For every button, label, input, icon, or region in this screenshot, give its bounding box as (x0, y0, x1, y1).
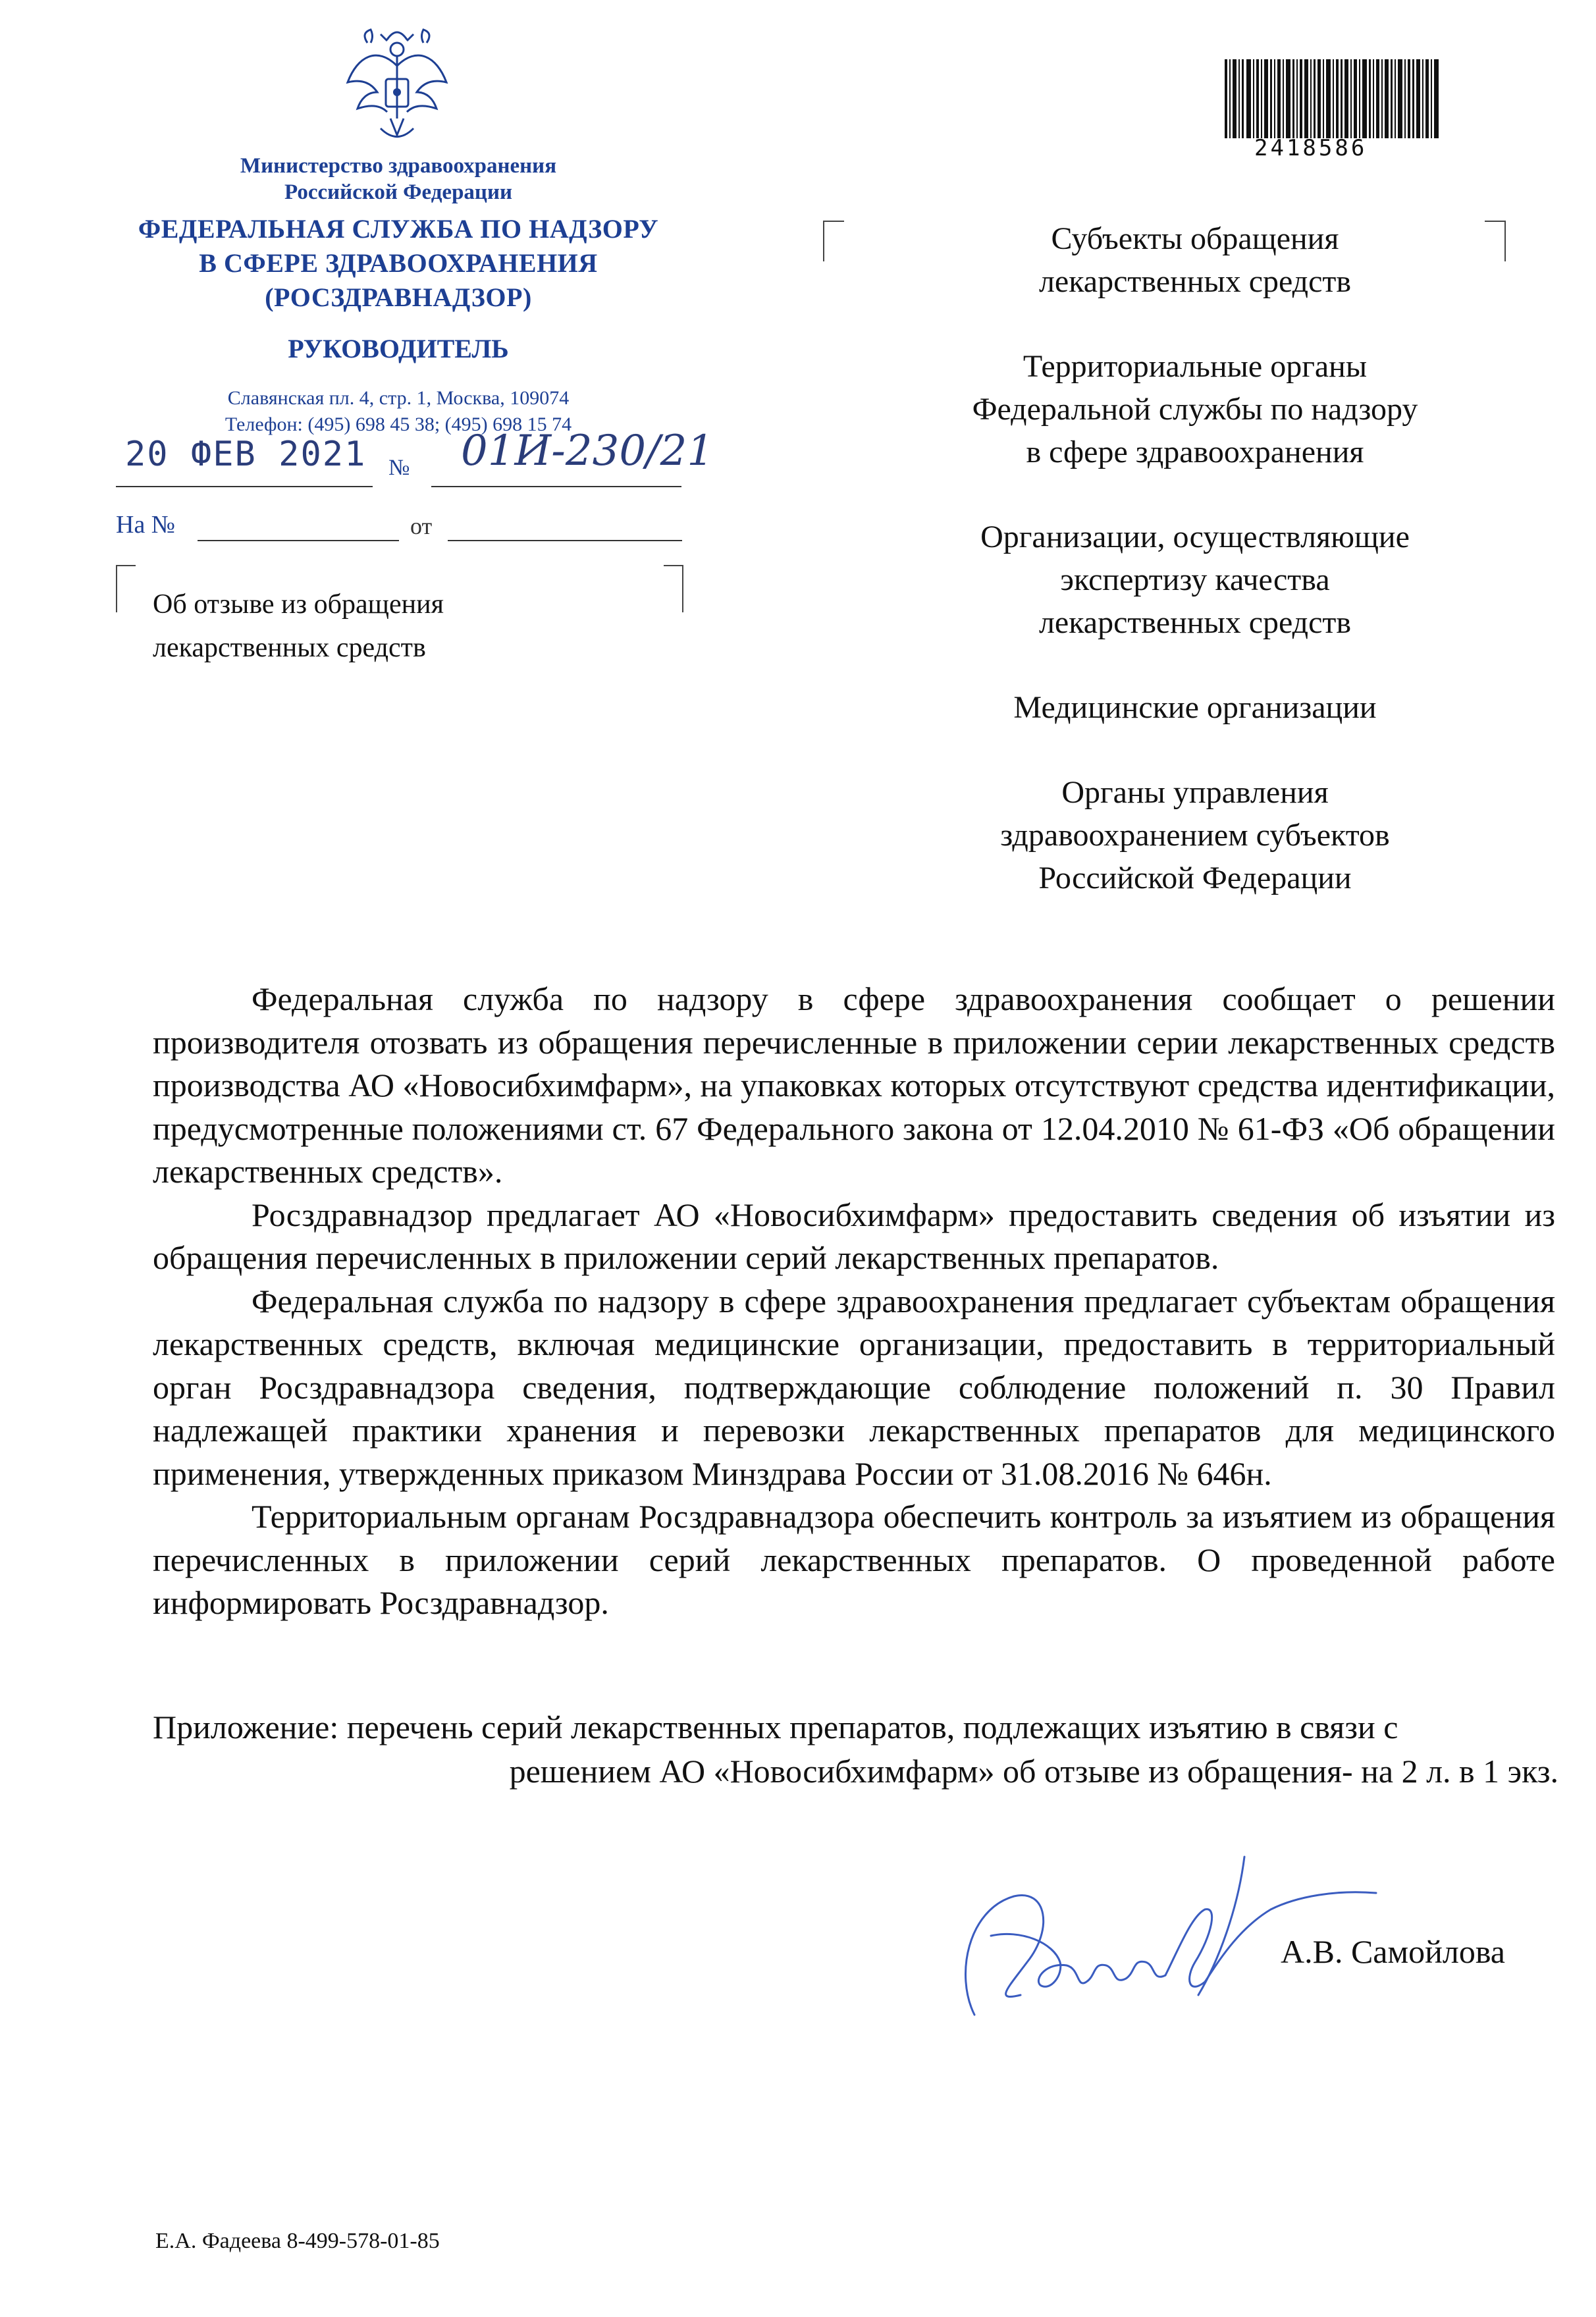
date-stamp: 20 ФЕВ 2021 (125, 435, 367, 474)
service-line-3: (РОСЗДРАВНАДЗОР) (265, 282, 532, 312)
body-paragraph: Территориальным органам Росздравнадзора обеспечить контроль за изъятием из обращения перечисленных в приложении серий лекарственных препаратов. О проведенной работе информировать Росздравнадзор. (153, 1498, 1555, 1621)
phone: Телефон: (495) 698 45 38; (495) 698 15 74 (225, 413, 572, 435)
attachment-line-2: решением АО «Новосибхимфарм» об отзыве из обращения- на 2 л. в 1 экз. (509, 1753, 1558, 1790)
reference-from-underline (448, 540, 682, 541)
recipient-block (902, 516, 1488, 644)
recipient-line: Российской Федерации (1038, 861, 1352, 895)
attachment-line-1: Приложение: перечень серий лекарственных препаратов, подлежащих изъятию в связи с (153, 1709, 1398, 1745)
body-paragraph: Федеральная служба по надзору в сфере здравоохранения сообщает о решении производителя отозвать из обращения перечисленные в приложении серии лекарственных средств производства АО «Новосибхимфарм», на упаковках которых отсутствуют средства идентификации, предусмотренные положениями ст. 67 Федерального закона от 12.04.2010 № 61-ФЗ «Об обращении лекарственных средств». (153, 980, 1555, 1190)
coat-of-arms-icon (341, 20, 453, 151)
recipient-line: Территориальные органы (1023, 349, 1368, 384)
recipient-line: лекарственных средств (1038, 264, 1352, 299)
recipient-line: в сфере здравоохранения (1026, 435, 1364, 469)
recipient-line: Субъекты обращения (1051, 221, 1339, 256)
reference-underline (198, 540, 399, 541)
barcode (1225, 59, 1442, 138)
registration-number: 01И-230/21 (461, 427, 714, 475)
reference-from: от (410, 513, 433, 539)
recipient-line: Медицинские организации (1013, 690, 1377, 725)
recipient-line: лекарственных средств (1038, 605, 1352, 640)
recipient-line: Организации, осуществляющие (980, 519, 1410, 554)
subject-bracket-right (664, 565, 683, 612)
recipients-bracket-left (823, 221, 844, 261)
reference-label: На № (116, 511, 176, 539)
attachment-note (153, 1705, 1558, 1794)
position-title: РУКОВОДИТЕЛЬ (288, 334, 509, 363)
date-underline (116, 486, 373, 487)
body-paragraph: Федеральная служба по надзору в сфере здравоохранения предлагает субъектам обращения лекарственных средств, включая медицинские организации, предоставить в территориальный орган Росздравнадзора сведения, подтверждающие соблюдение положений п. 30 Правил надлежащей практики хранения и перевозки лекарственных препаратов для медицинского применения, утвержденных приказом Минздрава России от 31.08.2016 № 646н. (153, 1282, 1555, 1492)
number-sign: № (388, 456, 410, 480)
ministry-name (105, 153, 691, 205)
service-line-2: В СФЕРЕ ЗДРАВООХРАНЕНИЯ (199, 248, 598, 278)
recipient-block (902, 345, 1488, 473)
barcode-number: 2418586 (1254, 135, 1368, 161)
recipient-line: Органы управления (1061, 775, 1329, 810)
recipient-block (902, 771, 1488, 899)
letter-body (153, 978, 1555, 1625)
recipient-line: здравоохранением субъектов (1000, 818, 1390, 853)
ministry-line-2: Российской Федерации (284, 180, 512, 204)
recipients-list (902, 217, 1488, 942)
subject (153, 583, 444, 670)
ministry-line-1: Министерство здравоохранения (240, 154, 557, 178)
signer-name: А.В. Самойлова (1281, 1933, 1505, 1970)
body-paragraph: Росздравнадзор предлагает АО «Новосибхимфарм» предоставить сведения об изъятии из обращения перечисленных в приложении серий лекарственных препаратов. (153, 1196, 1555, 1276)
address: Славянская пл. 4, стр. 1, Москва, 109074 (227, 387, 570, 409)
recipient-block (902, 217, 1488, 303)
recipient-line: Федеральной службы по надзору (972, 392, 1418, 427)
service-line-1: ФЕДЕРАЛЬНАЯ СЛУЖБА ПО НАДЗОРУ (138, 214, 659, 244)
subject-bracket-left (116, 565, 136, 612)
recipient-line: экспертизу качества (1060, 562, 1330, 597)
subject-line-1: Об отзыве из обращения (153, 589, 444, 620)
executor-contact: Е.А. Фадеева 8-499-578-01-85 (155, 2229, 440, 2253)
recipient-block (902, 686, 1488, 729)
service-name (66, 212, 731, 315)
subject-line-2: лекарственных средств (153, 633, 426, 663)
number-underline (431, 486, 681, 487)
